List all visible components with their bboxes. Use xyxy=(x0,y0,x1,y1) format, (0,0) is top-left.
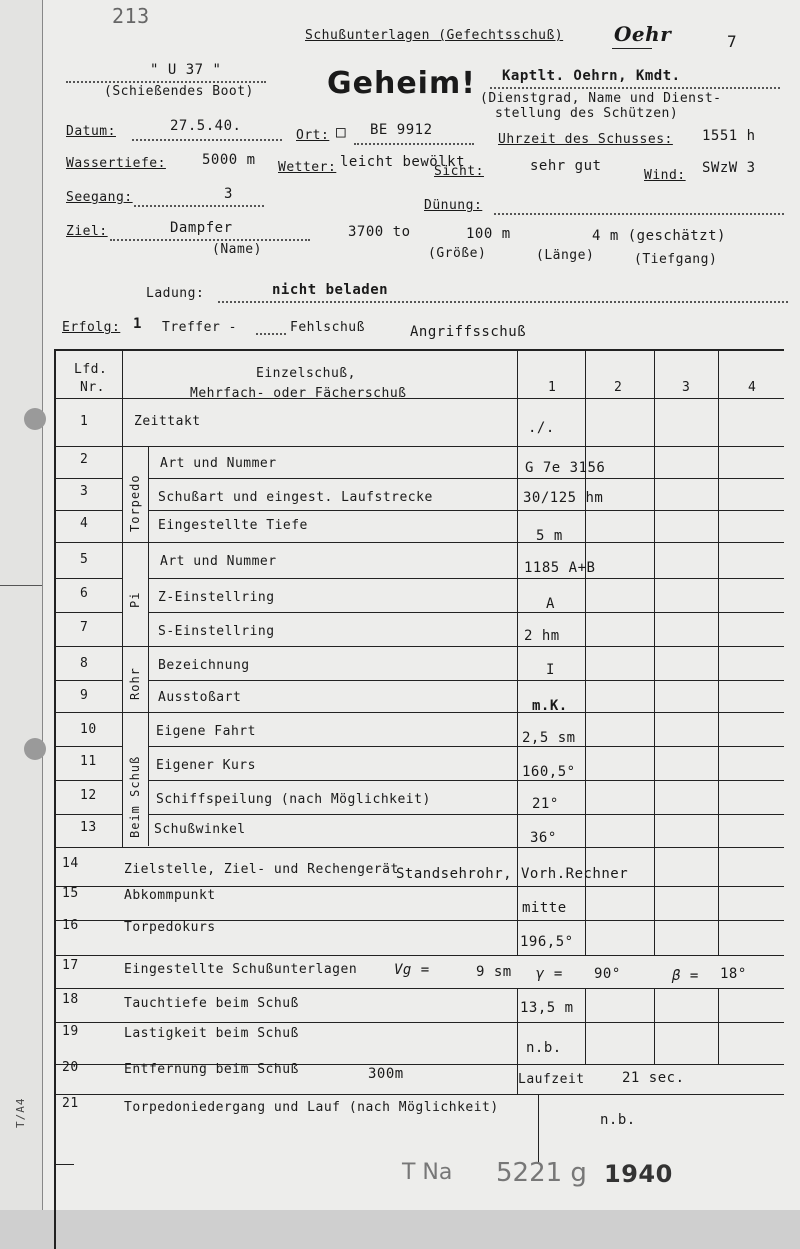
row-line xyxy=(54,646,784,647)
row-line xyxy=(54,542,784,543)
lfd-col-line xyxy=(122,349,123,847)
shot-col-3: 3 xyxy=(682,380,691,395)
ladung-dots xyxy=(218,300,788,303)
row-line xyxy=(54,955,784,956)
row-value: 5 m xyxy=(536,528,563,544)
caption-groesse: (Größe) xyxy=(428,246,487,261)
archive-stamp-number: 5221 g xyxy=(496,1158,587,1188)
col3-line xyxy=(654,349,655,955)
seegang-value: 3 xyxy=(224,186,233,202)
ziel-label: Ziel: xyxy=(66,224,108,239)
wassertiefe-value: 5000 m xyxy=(202,152,256,168)
form-title: Schußunterlagen (Gefechtsschuß) xyxy=(305,28,564,43)
col-nr-label: Nr. xyxy=(80,380,105,395)
row-label: Zielstelle, Ziel- und Rechengerät xyxy=(124,862,399,877)
laufzeit-label: Laufzeit xyxy=(518,1072,585,1087)
commander-name: Kaptlt. Oehrn, Kmdt. xyxy=(502,68,681,84)
table-left-line xyxy=(54,349,56,1249)
row-line xyxy=(54,712,784,713)
laufzeit-value: 21 sec. xyxy=(622,1070,685,1086)
row-nr: 20 xyxy=(62,1060,79,1075)
row-nr: 7 xyxy=(80,620,89,635)
datum-label: Datum: xyxy=(66,124,116,139)
row-label: Ausstoßart xyxy=(158,690,242,705)
row-value: 160,5° xyxy=(522,764,576,780)
row-nr: 8 xyxy=(80,656,89,671)
row-nr: 15 xyxy=(62,886,79,901)
row-label: Eingestellte Tiefe xyxy=(158,518,308,533)
row-line xyxy=(54,612,122,613)
ladung-value: nicht beladen xyxy=(272,282,389,298)
row-value: I xyxy=(546,662,555,678)
row-label: Schußart und eingest. Laufstrecke xyxy=(158,490,433,505)
row-nr: 6 xyxy=(80,586,89,601)
row-line xyxy=(54,847,784,848)
archive-stamp-prefix: T Na xyxy=(402,1160,453,1185)
row-line xyxy=(148,680,784,681)
row-line xyxy=(54,746,122,747)
row-label: Entfernung beim Schuß xyxy=(124,1062,299,1077)
erfolg-treffer-count: 1 xyxy=(133,316,142,332)
ort-label: Ort: xyxy=(296,128,330,143)
caption-name: (Name) xyxy=(212,242,262,257)
paper-edge xyxy=(42,0,43,1210)
row-line xyxy=(54,1022,784,1023)
row-label: Abkommpunkt xyxy=(124,888,216,903)
row-value: 1185 A+B xyxy=(524,560,596,576)
row-line xyxy=(54,446,784,447)
wind-value: SWzW 3 xyxy=(702,160,756,176)
group-rohr: Rohr xyxy=(128,667,142,700)
ziel-tiefgang: 4 m (geschätzt) xyxy=(592,228,726,244)
sicht-label: Sicht: xyxy=(434,164,484,179)
row-label: Bezeichnung xyxy=(158,658,250,673)
ladung-label: Ladung: xyxy=(146,286,205,301)
row-label: Tauchtiefe beim Schuß xyxy=(124,996,299,1011)
shot-col-1: 1 xyxy=(548,380,557,395)
row-label: Z-Einstellring xyxy=(158,590,275,605)
caption-tiefgang: (Tiefgang) xyxy=(634,252,718,267)
row-label: S-Einstellring xyxy=(158,624,275,639)
erfolg-type: Angriffsschuß xyxy=(410,324,527,340)
row-nr: 12 xyxy=(80,788,97,803)
group-pi: Pi xyxy=(128,591,142,608)
commander-dots xyxy=(490,86,780,89)
col2-line xyxy=(585,349,586,955)
fold-mark xyxy=(0,585,42,586)
row-line xyxy=(148,814,784,815)
row-line xyxy=(148,578,784,579)
row-label: Eingestellte Schußunterlagen xyxy=(124,962,358,977)
scan-margin xyxy=(0,0,42,1210)
datum-dots xyxy=(132,138,282,141)
col1-line xyxy=(517,349,518,955)
row-value: G 7e 3156 xyxy=(525,460,606,476)
row-line xyxy=(54,510,122,511)
row-nr: 18 xyxy=(62,992,79,1007)
caption-laenge: (Länge) xyxy=(536,248,595,263)
secret-classification: Geheim! xyxy=(327,66,476,101)
ziel-groesse: 3700 to xyxy=(348,224,411,240)
col-head-1: Einzelschuß, xyxy=(256,366,356,381)
commander-caption-2: stellung des Schützen) xyxy=(495,106,679,121)
col-head-2: Mehrfach- oder Fächerschuß xyxy=(190,386,407,401)
seegang-dots xyxy=(134,204,264,207)
row-value: ./. xyxy=(528,420,555,436)
row-nr: 3 xyxy=(80,484,89,499)
wetter-label: Wetter: xyxy=(278,160,337,175)
wind-label: Wind: xyxy=(644,168,686,183)
row-value: 2 hm xyxy=(524,628,560,644)
row-line xyxy=(54,1094,784,1095)
row-nr: 16 xyxy=(62,918,79,933)
row21-split-line xyxy=(538,1094,539,1164)
row-nr: 2 xyxy=(80,452,89,467)
ziel-laenge: 100 m xyxy=(466,226,511,242)
col2-lower-line xyxy=(585,988,586,1064)
row-line xyxy=(54,478,122,479)
row-line xyxy=(148,612,784,613)
row-nr: 9 xyxy=(80,688,89,703)
shot-col-2: 2 xyxy=(614,380,623,395)
row-value: 36° xyxy=(530,830,557,846)
duenung-label: Dünung: xyxy=(424,198,483,213)
col4-line xyxy=(718,349,719,955)
row-line xyxy=(54,886,784,887)
row-label: Torpedoniedergang und Lauf (nach Möglichkeit) xyxy=(124,1100,499,1115)
group-beim-schuss: Beim Schuß xyxy=(128,755,142,838)
seegang-label: Seegang: xyxy=(66,190,133,205)
duenung-dots xyxy=(494,212,784,215)
row-value: A xyxy=(546,596,555,612)
row-value: n.b. xyxy=(600,1112,636,1128)
datum-value: 27.5.40. xyxy=(170,118,242,134)
wetter-value: leicht bewölkt xyxy=(340,154,466,170)
row-line xyxy=(54,814,122,815)
row-value: Standsehrohr, Vorh.Rechner xyxy=(396,866,629,882)
uhrzeit-label: Uhrzeit des Schusses: xyxy=(498,132,673,147)
col3-lower-line xyxy=(654,988,655,1064)
gamma-label: γ = xyxy=(536,966,563,982)
row-value: 300m xyxy=(368,1066,404,1082)
archive-number: 213 xyxy=(112,4,150,28)
fehlschuss-dots xyxy=(256,332,286,335)
row-value: 13,5 m xyxy=(520,1000,574,1016)
ziel-dots xyxy=(110,238,310,241)
row-line xyxy=(148,478,784,479)
commander-initials: Oehr xyxy=(614,22,672,46)
row-label: Schußwinkel xyxy=(154,822,246,837)
row-label: Torpedokurs xyxy=(124,920,216,935)
erfolg-treffer: Treffer - xyxy=(162,320,237,335)
row-value: 2,5 sm xyxy=(522,730,576,746)
row-nr: 11 xyxy=(80,754,97,769)
row-label: Art und Nummer xyxy=(160,456,277,471)
row-line xyxy=(54,578,122,579)
row-value: n.b. xyxy=(526,1040,562,1056)
row-value: 196,5° xyxy=(520,934,574,950)
boat-caption: (Schießendes Boot) xyxy=(104,84,254,99)
row-nr: 4 xyxy=(80,516,89,531)
punch-hole-top xyxy=(24,408,46,430)
beta-value: 18° xyxy=(720,966,747,982)
commander-caption-1: (Dienstgrad, Name und Dienst- xyxy=(480,91,722,106)
boat-name: " U 37 " xyxy=(150,62,222,78)
page-number: 7 xyxy=(727,32,738,51)
ort-value: BE 9912 xyxy=(370,122,433,138)
row-label: Eigener Kurs xyxy=(156,758,256,773)
header-bottom-line xyxy=(54,398,784,399)
row-nr: 21 xyxy=(62,1096,79,1111)
grid-square-icon: □ xyxy=(336,122,347,141)
col-lfd-label: Lfd. xyxy=(74,362,108,377)
group-torpedo: Torpedo xyxy=(128,474,142,532)
row-nr: 19 xyxy=(62,1024,79,1039)
row-value: 30/125 hm xyxy=(523,490,604,506)
row-label: Eigene Fahrt xyxy=(156,724,256,739)
boat-dots xyxy=(66,80,266,83)
erfolg-fehlschuss: Fehlschuß xyxy=(290,320,365,335)
sicht-value: sehr gut xyxy=(530,158,602,174)
row-label: Art und Nummer xyxy=(160,554,277,569)
margin-mark: T/A4 xyxy=(14,1097,27,1128)
erfolg-label: Erfolg: xyxy=(62,320,121,335)
wassertiefe-label: Wassertiefe: xyxy=(66,156,166,171)
row-label: Schiffspeilung (nach Möglichkeit) xyxy=(156,792,431,807)
ziel-name: Dampfer xyxy=(170,220,233,236)
row-nr: 13 xyxy=(80,820,97,835)
row-line xyxy=(148,746,784,747)
row-label: Lastigkeit beim Schuß xyxy=(124,1026,299,1041)
col4-lower-line xyxy=(718,988,719,1064)
vg-value: 9 sm xyxy=(476,964,512,980)
row-nr: 1 xyxy=(80,414,89,429)
row-line xyxy=(148,510,784,511)
row-value: 21° xyxy=(532,796,559,812)
row-line xyxy=(54,1164,74,1165)
row-nr: 14 xyxy=(62,856,79,871)
gamma-value: 90° xyxy=(594,966,621,982)
row-value: mitte xyxy=(522,900,567,916)
row-nr: 17 xyxy=(62,958,79,973)
table-top-line xyxy=(54,349,784,351)
ort-dots xyxy=(354,142,474,145)
archive-stamp-year: 1940 xyxy=(604,1160,673,1188)
punch-hole-bottom xyxy=(24,738,46,760)
row-nr: 5 xyxy=(80,552,89,567)
row-line xyxy=(148,780,784,781)
shot-col-4: 4 xyxy=(748,380,757,395)
uhrzeit-value: 1551 h xyxy=(702,128,756,144)
initials-underline xyxy=(612,48,652,49)
row-nr: 10 xyxy=(80,722,97,737)
row-value: m.K. xyxy=(532,698,568,714)
row-label: Zeittakt xyxy=(134,414,201,429)
vg-label: Vg = xyxy=(394,962,430,978)
row-line xyxy=(54,988,784,989)
row-line xyxy=(54,680,122,681)
row-line xyxy=(54,780,122,781)
beta-label: β = xyxy=(672,968,699,984)
